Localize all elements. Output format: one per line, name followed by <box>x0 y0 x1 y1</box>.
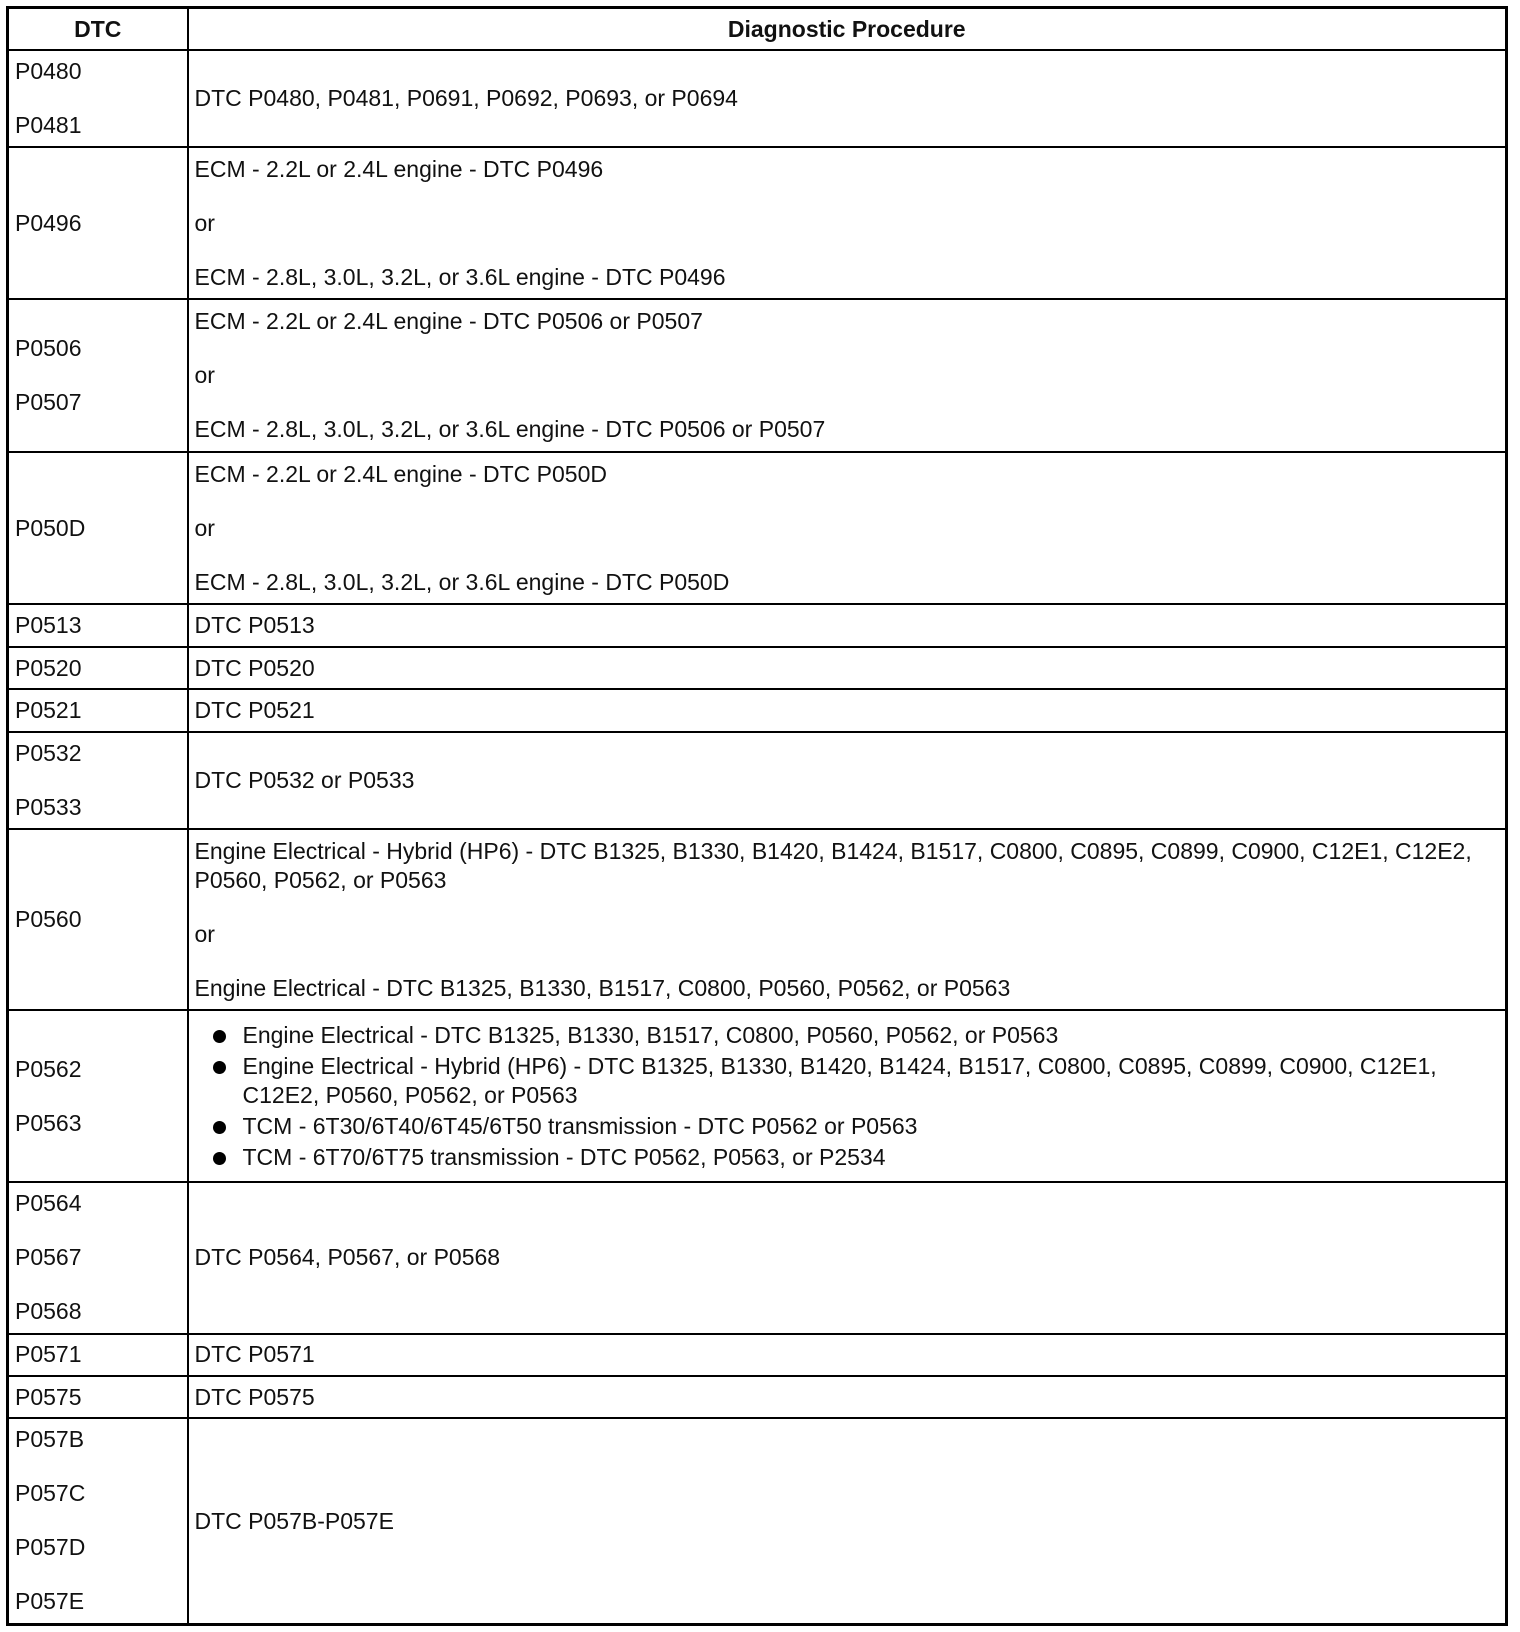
table-row <box>8 1418 1507 1624</box>
procedure-text: DTC P0532 or P0533 <box>194 766 415 793</box>
bullet-icon <box>213 1061 226 1074</box>
dtc-code: P057D <box>15 1534 86 1561</box>
dtc-cell <box>8 299 188 452</box>
procedure-cell <box>188 647 1507 689</box>
dtc-cell <box>8 1334 188 1376</box>
dtc-cell <box>8 647 188 689</box>
procedure-cell <box>188 1334 1507 1376</box>
dtc-code: P0533 <box>15 793 82 820</box>
table-row <box>8 1376 1507 1418</box>
list-item <box>213 1021 1500 1050</box>
table-row <box>8 732 1507 829</box>
dtc-cell <box>8 1418 188 1624</box>
procedure-text: ECM - 2.2L or 2.4L engine - DTC P0506 or P0507 <box>194 308 703 335</box>
procedure-cell <box>188 452 1507 605</box>
procedure-cell <box>188 732 1507 829</box>
procedure-text: DTC P0575 <box>194 1383 315 1410</box>
procedure-text: Engine Electrical - Hybrid (HP6) - DTC B1325, B1330, B1420, B1424, B1517, C0800, C0895, C0899, C0900, C12E1, C12E2, P0560, P0562, or P0563 <box>194 837 1472 893</box>
dtc-code: P0507 <box>15 389 82 416</box>
table-row <box>8 452 1507 605</box>
dtc-cell <box>8 689 188 731</box>
table-row <box>8 1010 1507 1182</box>
table-row <box>8 689 1507 731</box>
procedure-text: DTC P0521 <box>194 696 315 723</box>
header-row <box>8 8 1507 51</box>
procedure-text: ECM - 2.8L, 3.0L, 3.2L, or 3.6L engine - DTC P0496 <box>194 263 726 290</box>
procedure-text: Engine Electrical - DTC B1325, B1330, B1517, C0800, P0560, P0562, or P0563 <box>194 974 1011 1001</box>
dtc-code: P0564 <box>15 1190 82 1217</box>
dtc-cell <box>8 147 188 300</box>
dtc-code: P0567 <box>15 1244 82 1271</box>
dtc-table <box>6 6 1508 1626</box>
procedure-cell <box>188 689 1507 731</box>
procedure-text: ECM - 2.2L or 2.4L engine - DTC P0496 <box>194 155 604 182</box>
dtc-code: P0520 <box>15 654 82 681</box>
procedure-cell <box>188 604 1507 646</box>
list-item <box>213 1112 1500 1141</box>
procedure-cell <box>188 829 1507 1011</box>
procedure-text: DTC P0571 <box>194 1341 315 1368</box>
list-item <box>213 1143 1500 1172</box>
procedure-text: Engine Electrical - Hybrid (HP6) - DTC B1325, B1330, B1420, B1424, B1517, C0800, C0895, C0899, C0900, C12E1, C12E2, P0560, P0562, or P0563 <box>242 1052 1437 1108</box>
dtc-code: P0480 <box>15 58 82 84</box>
procedure-text: or <box>194 920 215 947</box>
procedure-cell <box>188 1418 1507 1624</box>
dtc-code: P0521 <box>15 696 82 723</box>
bullet-icon <box>213 1152 226 1165</box>
procedure-text: DTC P0564, P0567, or P0568 <box>194 1244 501 1271</box>
procedure-cell <box>188 1182 1507 1333</box>
procedure-cell <box>188 299 1507 452</box>
table-row <box>8 1182 1507 1333</box>
dtc-code: P057E <box>15 1588 85 1615</box>
procedure-text: TCM - 6T70/6T75 transmission - DTC P0562, P0563, or P2534 <box>242 1143 886 1170</box>
table-row <box>8 50 1507 147</box>
dtc-code: P0575 <box>15 1383 82 1410</box>
procedure-text: ECM - 2.8L, 3.0L, 3.2L, or 3.6L engine - DTC P0506 or P0507 <box>194 416 826 443</box>
dtc-code: P0571 <box>15 1341 82 1368</box>
dtc-code: P0481 <box>15 112 82 138</box>
bullet-icon <box>213 1030 226 1043</box>
procedure-text: or <box>194 209 215 236</box>
table-row <box>8 647 1507 689</box>
dtc-code: P0496 <box>15 209 82 236</box>
list-item <box>213 1052 1500 1110</box>
dtc-cell <box>8 732 188 829</box>
procedure-cell <box>188 1010 1507 1182</box>
dtc-code: P0560 <box>15 906 82 933</box>
dtc-cell <box>8 452 188 605</box>
procedure-text: Engine Electrical - DTC B1325, B1330, B1517, C0800, P0560, P0562, or P0563 <box>242 1021 1059 1048</box>
procedure-text: DTC P0513 <box>194 612 315 639</box>
dtc-code: P0506 <box>15 335 82 362</box>
procedure-text: or <box>194 362 215 389</box>
dtc-code: P0568 <box>15 1298 82 1325</box>
procedure-text: DTC P0520 <box>194 654 315 681</box>
header-procedure: Diagnostic Procedure <box>188 8 1507 51</box>
dtc-code: P0563 <box>15 1109 82 1136</box>
procedure-text: DTC P057B-P057E <box>194 1507 394 1534</box>
dtc-cell <box>8 1376 188 1418</box>
table-row <box>8 1334 1507 1376</box>
dtc-cell <box>8 50 188 147</box>
procedure-text: ECM - 2.8L, 3.0L, 3.2L, or 3.6L engine - DTC P050D <box>194 568 730 595</box>
dtc-cell <box>8 829 188 1011</box>
procedure-text: DTC P0480, P0481, P0691, P0692, P0693, or P0694 <box>194 84 738 111</box>
dtc-code: P050D <box>15 514 86 541</box>
table-row <box>8 299 1507 452</box>
table-row <box>8 604 1507 646</box>
procedure-text: or <box>194 514 215 541</box>
dtc-code: P057C <box>15 1480 86 1507</box>
table-row <box>8 829 1507 1011</box>
header-dtc: DTC <box>8 8 188 51</box>
dtc-cell <box>8 1010 188 1182</box>
dtc-code: P057B <box>15 1426 85 1453</box>
dtc-cell <box>8 604 188 646</box>
dtc-code: P0532 <box>15 739 82 766</box>
procedure-cell <box>188 1376 1507 1418</box>
procedure-text: TCM - 6T30/6T40/6T45/6T50 transmission - DTC P0562 or P0563 <box>242 1112 918 1139</box>
procedure-text: ECM - 2.2L or 2.4L engine - DTC P050D <box>194 460 607 487</box>
dtc-code: P0562 <box>15 1055 82 1082</box>
table-row <box>8 147 1507 300</box>
table-body <box>8 50 1507 1625</box>
procedure-cell <box>188 147 1507 300</box>
dtc-code: P0513 <box>15 612 82 639</box>
bullet-icon <box>213 1121 226 1134</box>
procedure-bullet-list <box>195 1021 1500 1172</box>
procedure-cell <box>188 50 1507 147</box>
dtc-cell <box>8 1182 188 1333</box>
